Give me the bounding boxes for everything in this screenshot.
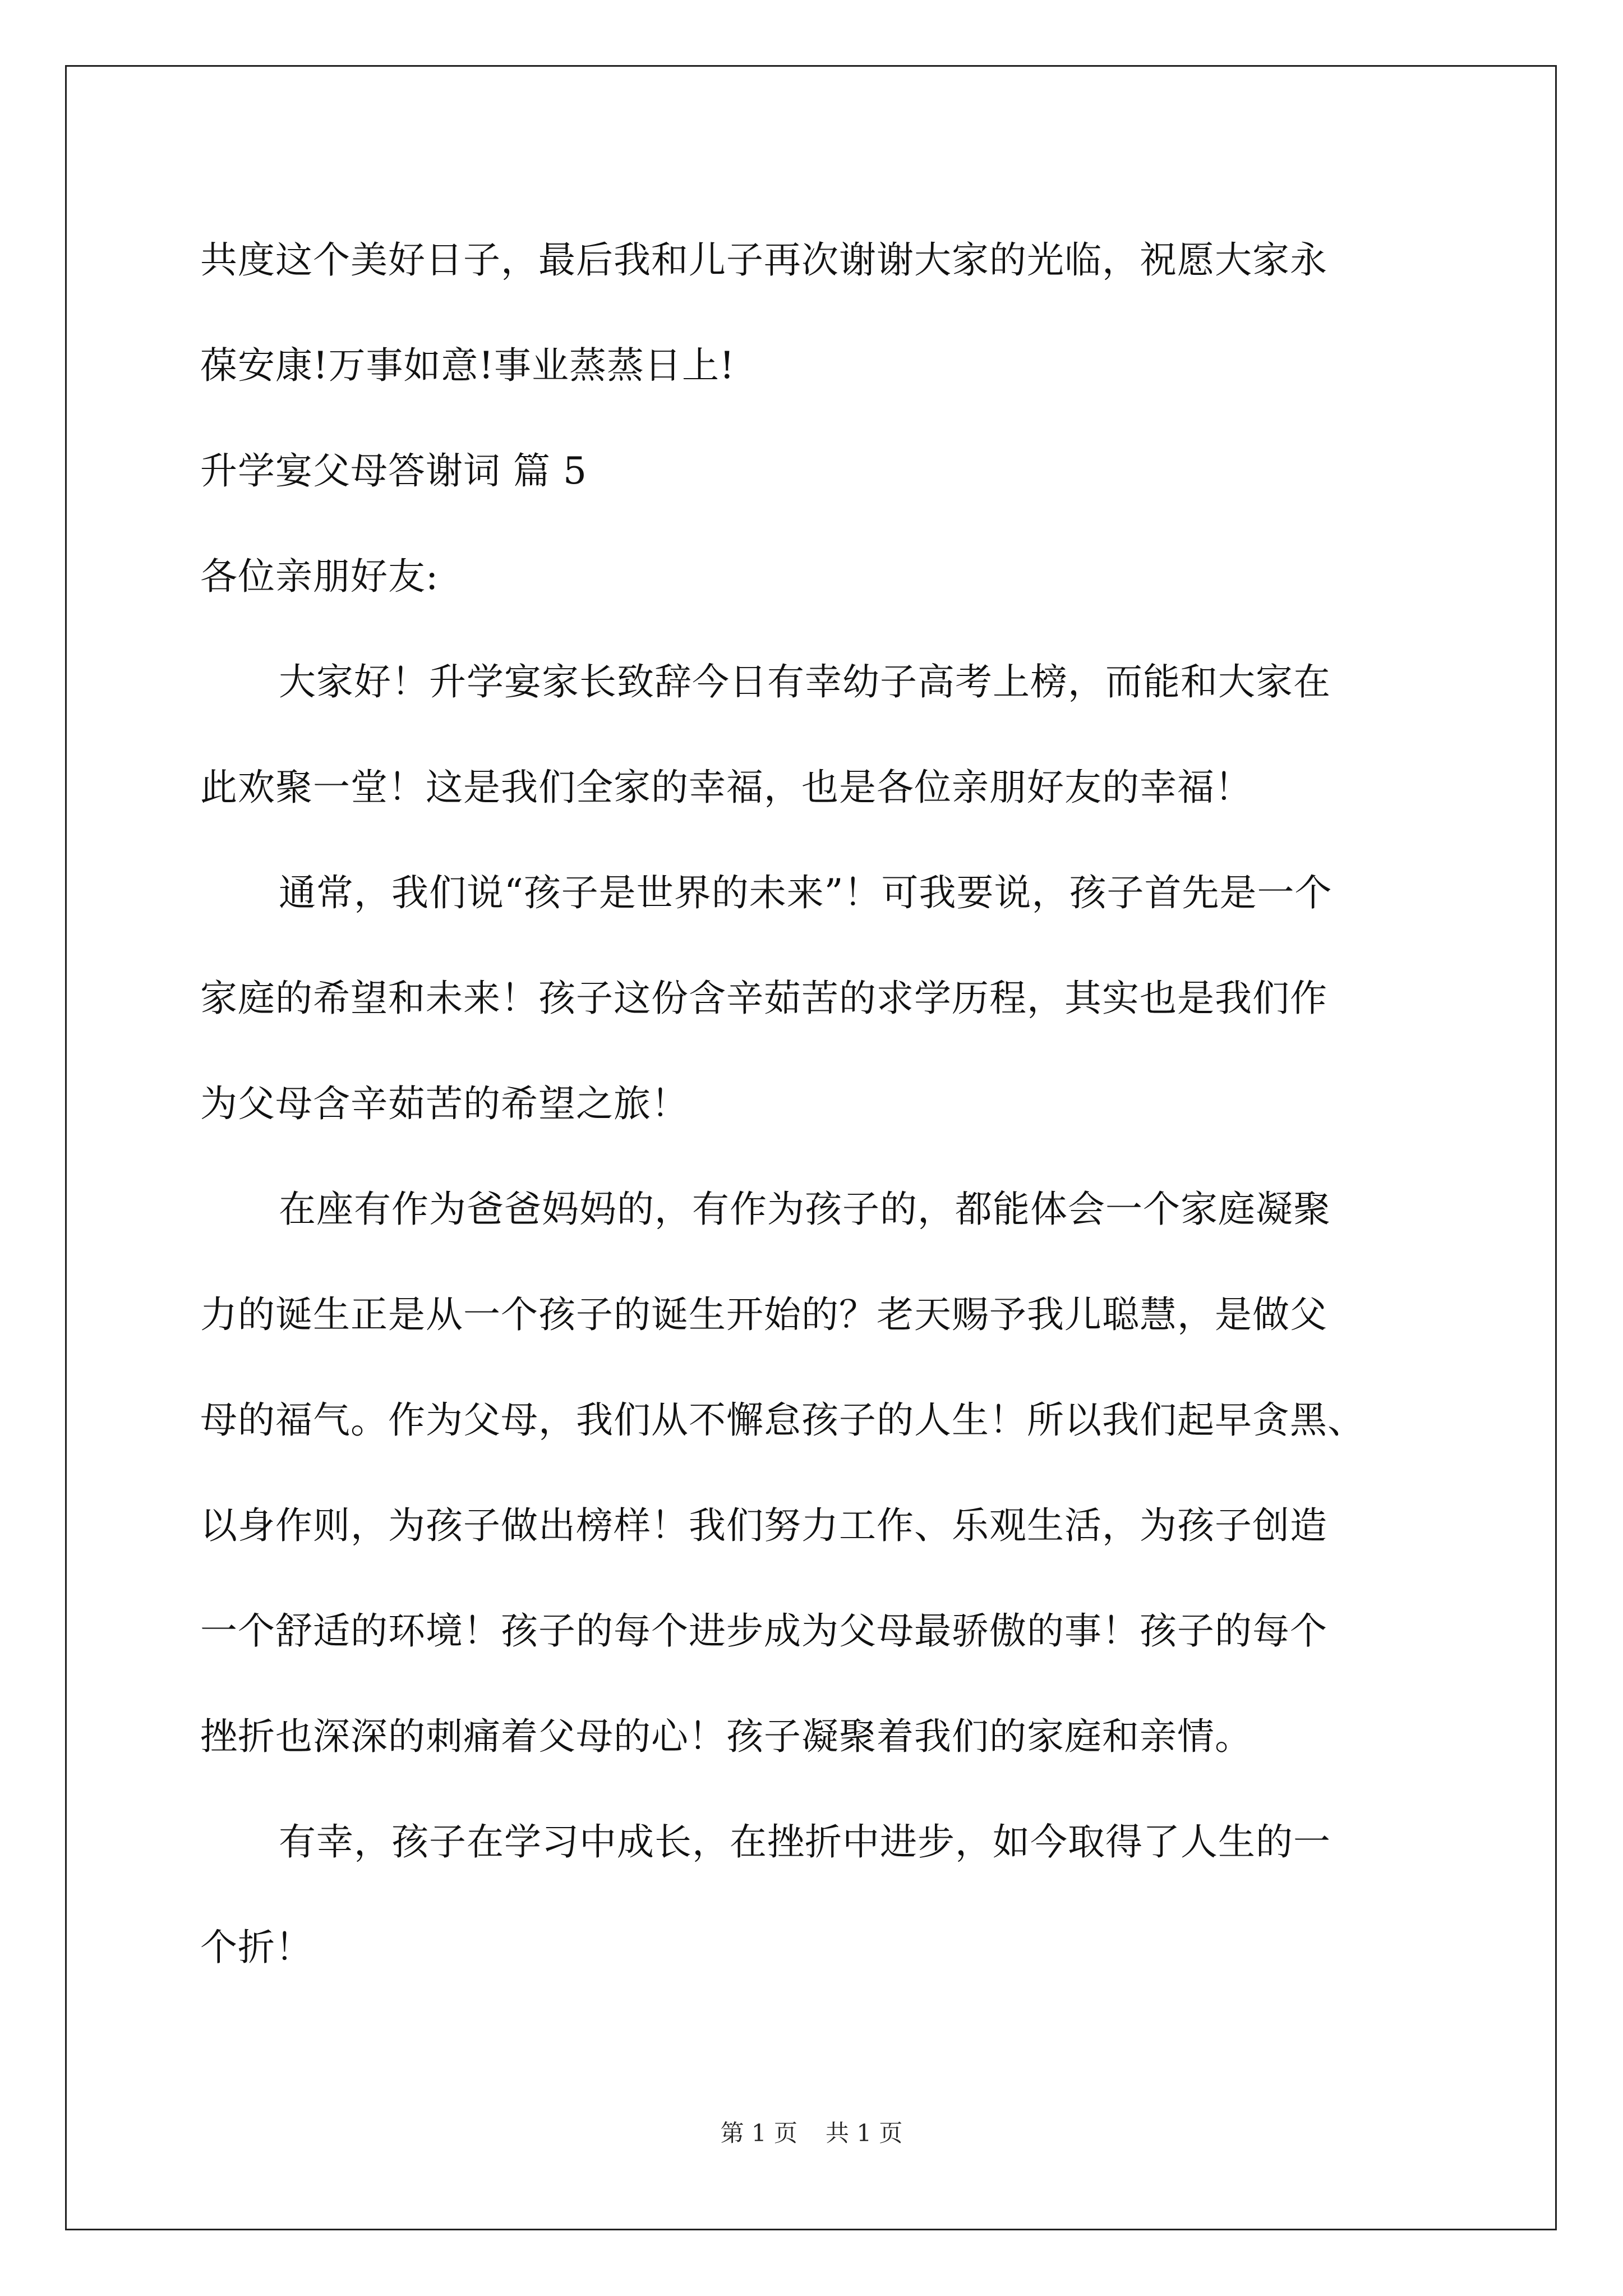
text-line: 个折！ xyxy=(200,1926,313,1969)
paragraph-start: 通常，我们说“孩子是世界的未来”！可我要说，孩子首先是一个 xyxy=(279,871,1332,914)
text-line: 家庭的希望和未来！孩子这份含辛茹苦的求学历程，其实也是我们作 xyxy=(200,977,1327,1020)
salutation: 各位亲朋好友: xyxy=(200,555,439,598)
text-line: 此欢聚一堂！这是我们全家的幸福，也是各位亲朋好友的幸福！ xyxy=(200,766,1252,809)
section-heading: 升学宴父母答谢词 篇 5 xyxy=(200,449,587,493)
page-number: 第 1 页 xyxy=(720,2119,797,2147)
document-body xyxy=(200,208,1434,2000)
text-line: 母的福气。作为父母，我们从不懈怠孩子的人生！所以我们起早贪黑、 xyxy=(200,1398,1365,1442)
text-line: 葆安康!万事如意!事业蒸蒸日上! xyxy=(200,344,735,387)
text-line: 挫折也深深的刺痛着父母的心！孩子凝聚着我们的家庭和亲情。 xyxy=(200,1715,1252,1758)
paragraph-start: 大家好！升学宴家长致辞今日有幸幼子高考上榜，而能和大家在 xyxy=(279,660,1331,703)
text-line: 以身作则，为孩子做出榜样！我们努力工作、乐观生活，为孩子创造 xyxy=(200,1504,1327,1547)
text-line: 力的诞生正是从一个孩子的诞生开始的？老天赐予我儿聪慧，是做父 xyxy=(200,1293,1327,1336)
text-line: 共度这个美好日子，最后我和儿子再次谢谢大家的光临，祝愿大家永 xyxy=(200,238,1327,282)
paragraph-start: 在座有作为爸爸妈妈的，有作为孩子的，都能体会一个家庭凝聚 xyxy=(279,1188,1331,1231)
text-line: 为父母含辛茹苦的希望之旅！ xyxy=(200,1082,689,1125)
page-footer xyxy=(0,2115,1623,2148)
page-total: 共 1 页 xyxy=(826,2119,903,2147)
paragraph-start: 有幸，孩子在学习中成长，在挫折中进步，如今取得了人生的一 xyxy=(279,1820,1331,1864)
text-line: 一个舒适的环境！孩子的每个进步成为父母最骄傲的事！孩子的每个 xyxy=(200,1609,1327,1653)
